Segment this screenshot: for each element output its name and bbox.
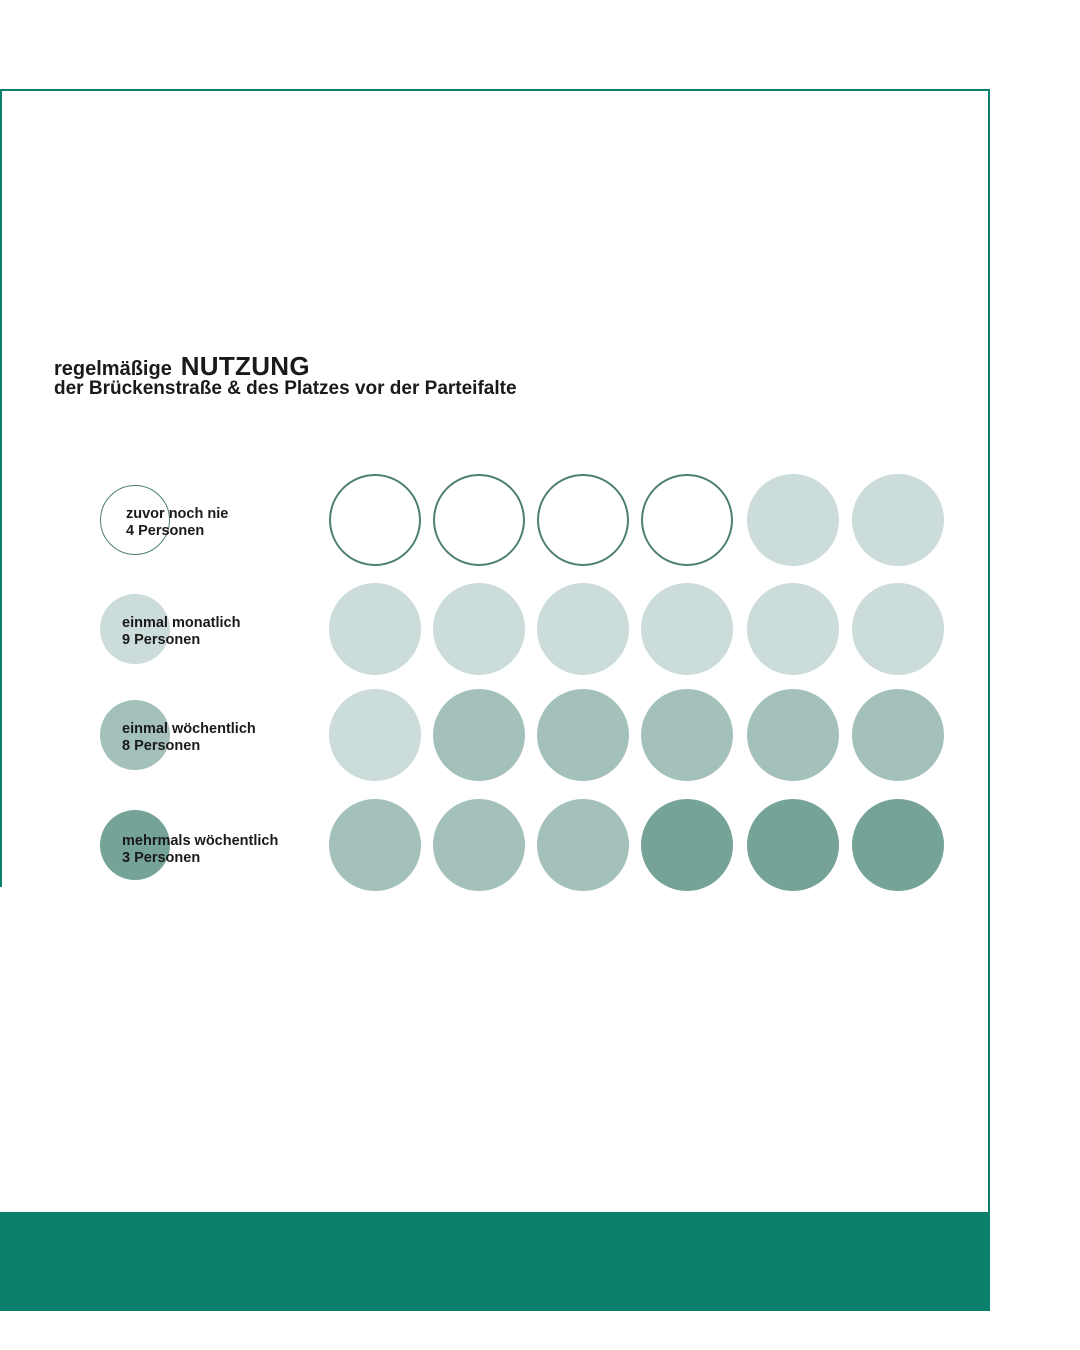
person-dot xyxy=(433,799,525,891)
person-dot xyxy=(852,474,944,566)
person-dot xyxy=(329,689,421,781)
person-dot xyxy=(537,689,629,781)
person-dot xyxy=(330,475,420,565)
footer-bar xyxy=(0,1212,990,1311)
legend-category-name: zuvor noch nie xyxy=(126,506,229,522)
person-dot xyxy=(537,583,629,675)
person-dot xyxy=(537,799,629,891)
person-dot xyxy=(641,799,733,891)
person-dot xyxy=(434,475,524,565)
person-dot xyxy=(538,475,628,565)
person-dot xyxy=(329,583,421,675)
chart-title-strong: NUTZUNG xyxy=(180,351,310,381)
person-dot xyxy=(433,583,525,675)
legend-category-name: einmal monatlich xyxy=(122,615,241,631)
person-dot xyxy=(641,583,733,675)
person-dot xyxy=(641,689,733,781)
legend-category-name: mehrmals wöchentlich xyxy=(122,833,279,849)
person-dot xyxy=(747,474,839,566)
legend-count-label: 4 Personen xyxy=(126,523,205,539)
chart-title-lead: regelmäßige xyxy=(54,358,172,380)
person-dot xyxy=(747,583,839,675)
person-dot xyxy=(852,689,944,781)
person-dot xyxy=(642,475,732,565)
person-dot xyxy=(747,799,839,891)
legend-count-label: 3 Personen xyxy=(122,850,201,866)
person-dot xyxy=(329,799,421,891)
legend-category-name: einmal wöchentlich xyxy=(122,721,256,737)
person-dot xyxy=(852,583,944,675)
legend-count-label: 9 Personen xyxy=(122,632,201,648)
person-dot xyxy=(747,689,839,781)
person-dot xyxy=(433,689,525,781)
person-dot xyxy=(852,799,944,891)
chart-subtitle: der Brückenstraße & des Platzes vor der Parteifalte xyxy=(54,378,517,399)
legend-count-label: 8 Personen xyxy=(122,738,201,754)
